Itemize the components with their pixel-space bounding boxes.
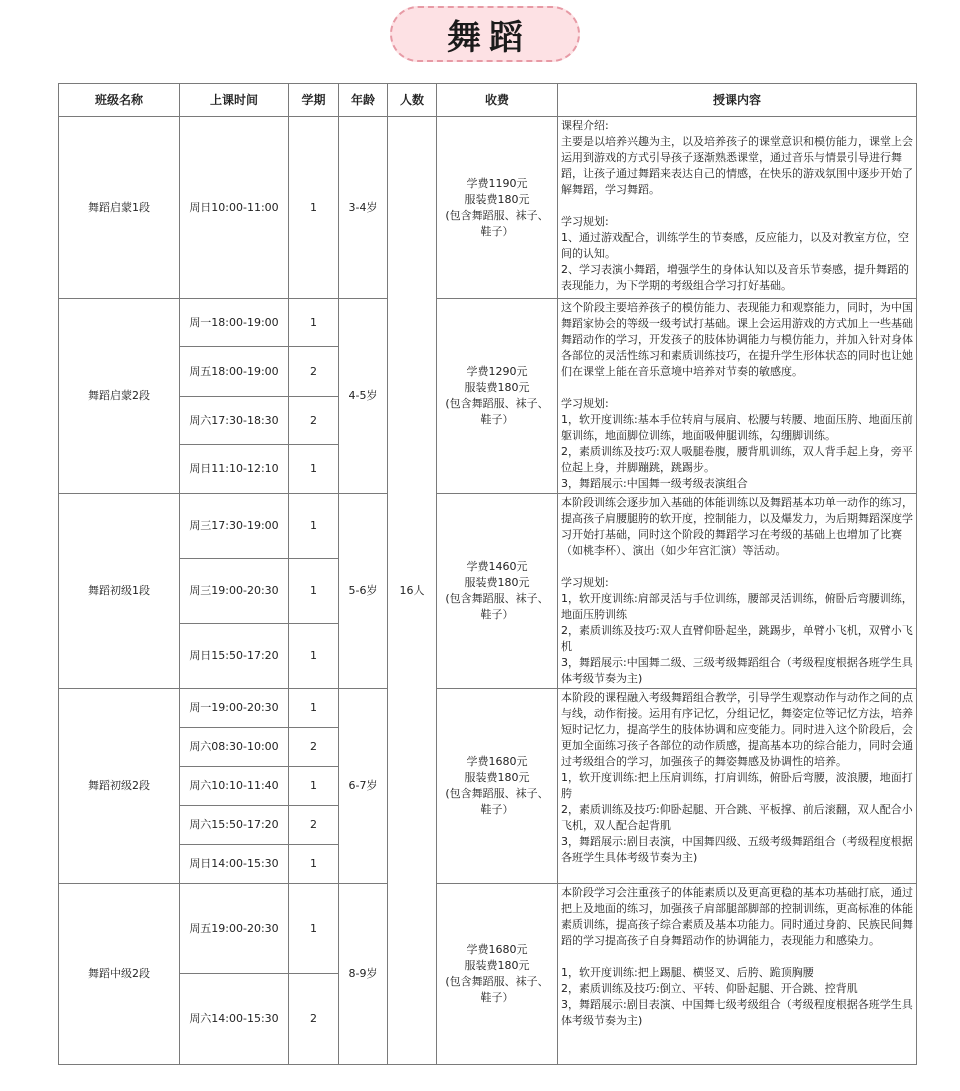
class-name-cell: 舞蹈初级1段 [59, 494, 180, 689]
age-cell: 4-5岁 [339, 299, 388, 494]
session-term-cell: 1 [289, 623, 339, 688]
age-cell: 6-7岁 [339, 689, 388, 884]
age-cell: 3-4岁 [339, 117, 388, 299]
session-term-cell: 1 [289, 689, 339, 728]
session-term-cell: 1 [289, 884, 339, 974]
age-cell: 8-9岁 [339, 884, 388, 1065]
header-term: 学期 [289, 84, 339, 117]
table-row [59, 689, 917, 728]
header-row [59, 84, 917, 117]
session-term-cell: 2 [289, 347, 339, 397]
content-cell: 这个阶段主要培养孩子的模仿能力、表现能力和观察能力，同时，为中国舞蹈家协会的等级一级考试打基础。课上会运用游戏的方式加上一些基础舞蹈动作的学习，开发孩子的肢体协调能力与模仿能力，并加入针对身体各部位的灵活性练习和素质训练技巧，在提升学生形体状态的同时也让她们在课堂上能在音乐意境中培养对节奏的敏感度。 学习规划: 1，软开度训练:基本手位转肩与展肩、松腰与转腰、地面压胯、地面压前躯训练，地面脚位训练，地面吸伸腿训练，勾绷脚训练。 2，素质训练及技巧:双人吸腿卷腹，腰背肌训练，双人背手起上身，旁平位起上身，并脚蹦跳，跳踢步。 3，舞蹈展示:中国舞一级考级表演组合 [558, 299, 917, 494]
session-time-cell: 周六17:30-18:30 [180, 396, 289, 444]
table-row [59, 494, 917, 559]
session-term-cell: 2 [289, 396, 339, 444]
header-class-name: 班级名称 [59, 84, 180, 117]
session-time-cell: 周日10:00-11:00 [180, 117, 289, 299]
session-term-cell: 1 [289, 117, 339, 299]
session-term-cell: 1 [289, 845, 339, 884]
header-headcount: 人数 [388, 84, 437, 117]
session-term-cell: 1 [289, 767, 339, 806]
fee-cell: 学费1680元 服装费180元 (包含舞蹈服、袜子、 鞋子） [437, 689, 558, 884]
session-time-cell: 周六08:30-10:00 [180, 728, 289, 767]
session-time-cell: 周六15:50-17:20 [180, 806, 289, 845]
headcount-cell: 16人 [388, 117, 437, 1065]
session-time-cell: 周日15:50-17:20 [180, 623, 289, 688]
class-name-cell: 舞蹈启蒙1段 [59, 117, 180, 299]
session-time-cell: 周六14:00-15:30 [180, 974, 289, 1065]
content-cell: 课程介绍: 主要是以培养兴趣为主，以及培养孩子的课堂意识和模仿能力，课堂上会运用到游戏的方式引导孩子逐渐熟悉课堂，通过音乐与情景引导进行舞蹈，让孩子通过舞蹈来表达自己的情感，在快乐的游戏氛围中逐步开始了解舞蹈，学习舞蹈。 学习规划: 1、通过游戏配合，训练学生的节奏感，反应能力，以及对教室方位，空间的认知。 2、学习表演小舞蹈，增强学生的身体认知以及音乐节奏感，提升舞蹈的表现能力，为下学期的考级组合学习打好基础。 [558, 117, 917, 299]
session-term-cell: 1 [289, 494, 339, 559]
title-badge [390, 6, 580, 62]
session-time-cell: 周三17:30-19:00 [180, 494, 289, 559]
session-term-cell: 1 [289, 445, 339, 494]
fee-cell: 学费1190元 服装费180元 (包含舞蹈服、袜子、 鞋子） [437, 117, 558, 299]
header-fee: 收费 [437, 84, 558, 117]
header-time: 上课时间 [180, 84, 289, 117]
session-time-cell: 周一19:00-20:30 [180, 689, 289, 728]
session-term-cell: 1 [289, 299, 339, 347]
class-name-cell: 舞蹈中级2段 [59, 884, 180, 1065]
content-cell: 本阶段的课程融入考级舞蹈组合教学，引导学生观察动作与动作之间的点与线，动作衔接。运用有序记忆，分组记忆，舞姿定位等记忆方法，培养短时记忆力，提高学生的肢体协调和应变能力。同时进入这个阶段后，会更加全面练习孩子各部位的动作质感，提高基本功的综合能力，同时会通过考级组合的学习，加强孩子的舞姿舞感及协调性的培养。 1，软开度训练:把上压肩训练，打肩训练，俯卧后弯腰，波浪腰，地面打胯 2，素质训练及技巧:仰卧起腿、开合跳、平板撑、前后滚翻，双人配合小飞机，双人配合起背肌 3，舞蹈展示:剧目表演，中国舞四级、五级考级舞蹈组合（考级程度根据各班学生具体考级节奏为主) [558, 689, 917, 884]
fee-cell: 学费1460元 服装费180元 (包含舞蹈服、袜子、 鞋子） [437, 494, 558, 689]
class-name-cell: 舞蹈启蒙2段 [59, 299, 180, 494]
page-title: 舞蹈 [447, 17, 531, 58]
content-cell: 本阶段训练会逐步加入基础的体能训练以及舞蹈基本功单一动作的练习，提高孩子肩腰腿胯的软开度，控制能力，以及爆发力，为后期舞蹈深度学习开始打基础，同时这个阶段的舞蹈学习在考级的基础上也增加了比赛（如桃李杯）、演出（如少年宫汇演）等活动。 学习规划: 1，软开度训练:肩部灵活与手位训练，腰部灵活训练，俯卧后弯腰训练，地面压胯训练 2，素质训练及技巧:双人直臂仰卧起坐，跳踢步，单臂小飞机，双臂小飞机 3，舞蹈展示:中国舞二级、三级考级舞蹈组合（考级程度根据各班学生具体考级节奏为主) [558, 494, 917, 689]
table-row [59, 884, 917, 974]
age-cell: 5-6岁 [339, 494, 388, 689]
title-area [0, 0, 960, 80]
session-time-cell: 周日11:10-12:10 [180, 445, 289, 494]
content-cell: 本阶段学习会注重孩子的体能素质以及更高更稳的基本功基础打底，通过把上及地面的练习，加强孩子肩部腿部脚部的控制训练，更高标准的体能素质训练，提高孩子综合素质及基本功能力。同时通过身韵、民族民间舞蹈的学习提高孩子自身舞蹈动作的协调能力，表现能力和感染力。 1，软开度训练:把上踢腿、横竖叉、后胯、跪顶胸腰 2，素质训练及技巧:倒立、平转、仰卧起腿、开合跳、控背肌 3，舞蹈展示:剧目表演、中国舞七级考级组合（考级程度根据各班学生具体考级节奏为主) [558, 884, 917, 1065]
schedule-table [58, 83, 917, 1065]
table-row [59, 299, 917, 347]
table-row [59, 117, 917, 299]
header-age: 年龄 [339, 84, 388, 117]
class-name-cell: 舞蹈初级2段 [59, 689, 180, 884]
session-term-cell: 2 [289, 974, 339, 1065]
session-term-cell: 2 [289, 728, 339, 767]
header-content: 授课内容 [558, 84, 917, 117]
session-time-cell: 周一18:00-19:00 [180, 299, 289, 347]
fee-cell: 学费1680元 服装费180元 (包含舞蹈服、袜子、 鞋子） [437, 884, 558, 1065]
session-time-cell: 周三19:00-20:30 [180, 559, 289, 623]
session-term-cell: 1 [289, 559, 339, 623]
session-term-cell: 2 [289, 806, 339, 845]
fee-cell: 学费1290元 服装费180元 (包含舞蹈服、袜子、 鞋子） [437, 299, 558, 494]
session-time-cell: 周六10:10-11:40 [180, 767, 289, 806]
session-time-cell: 周日14:00-15:30 [180, 845, 289, 884]
session-time-cell: 周五19:00-20:30 [180, 884, 289, 974]
session-time-cell: 周五18:00-19:00 [180, 347, 289, 397]
